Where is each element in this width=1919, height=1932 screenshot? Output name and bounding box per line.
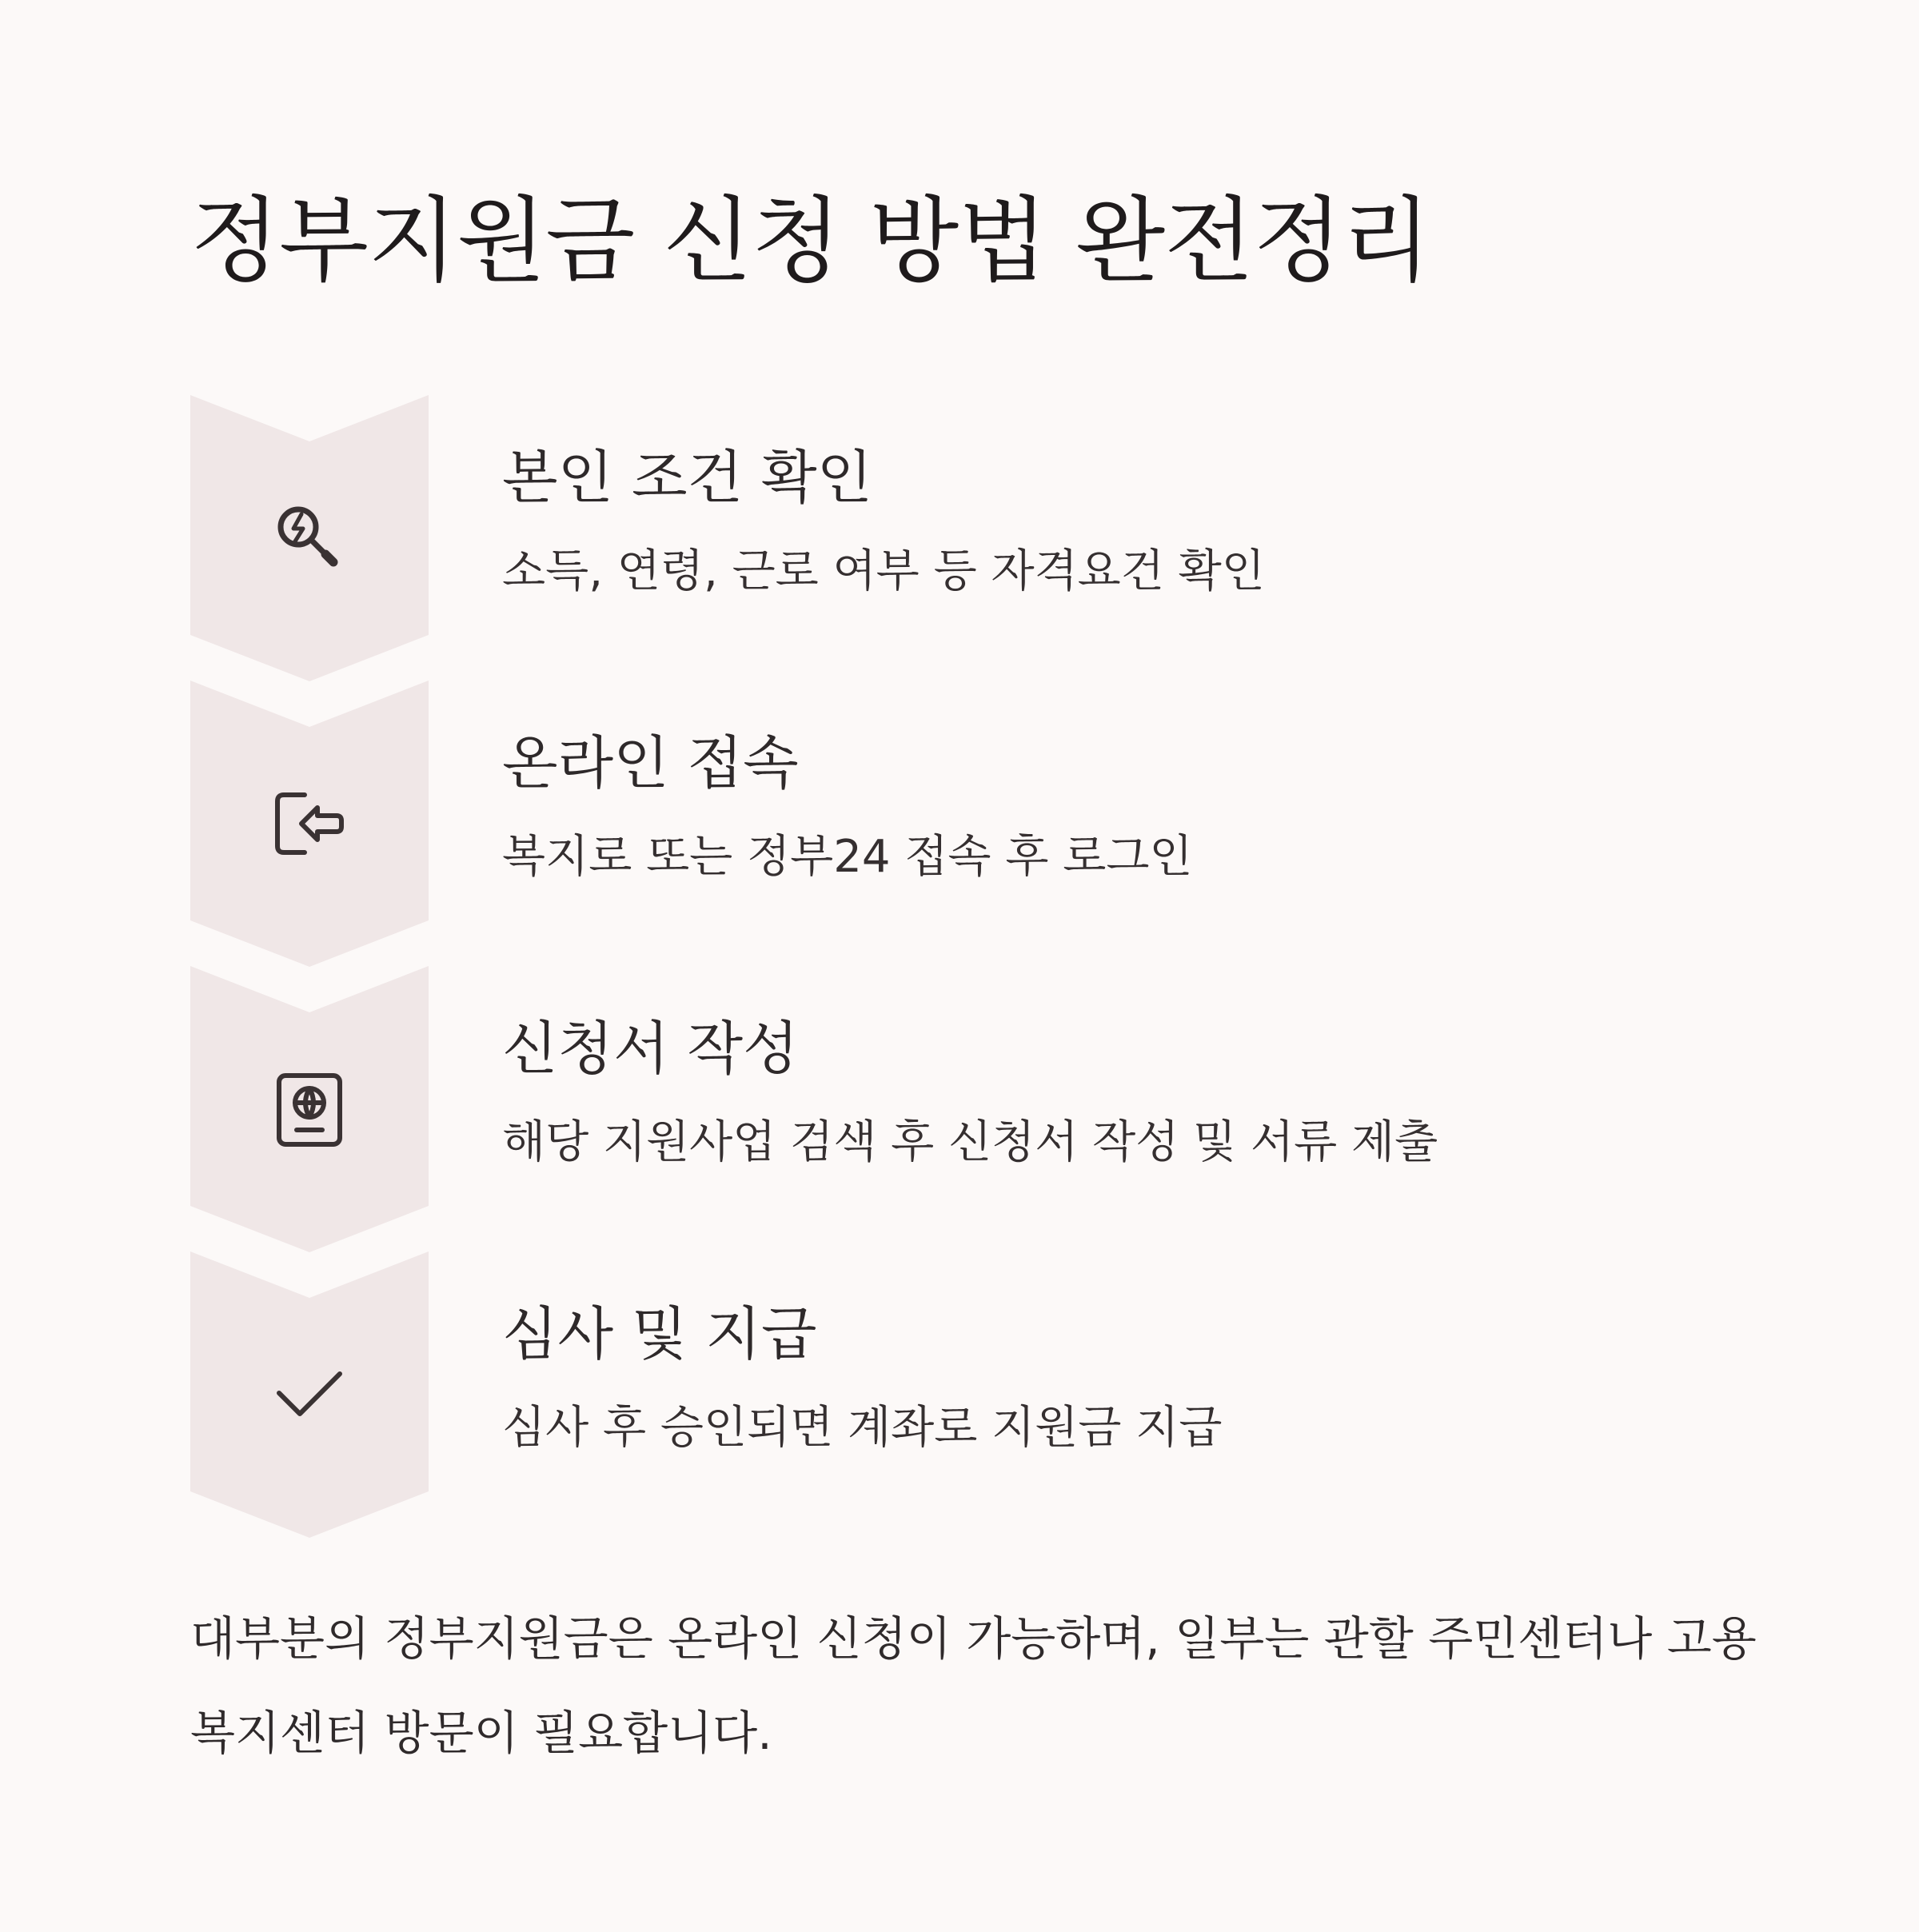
- step-4-description: 심사 후 승인되면 계좌로 지원금 지급: [502, 1402, 1223, 1454]
- check-icon: [269, 1355, 349, 1435]
- step-4-title: 심사 및 지급: [502, 1300, 817, 1367]
- login-icon: [269, 784, 349, 864]
- step-1: [0, 395, 1919, 681]
- step-3: [0, 966, 1919, 1252]
- step-4-chevron: [190, 1251, 429, 1538]
- step-1-description: 소득, 연령, 근로 여부 등 자격요건 확인: [502, 545, 1265, 597]
- footer-note: [190, 1591, 1789, 1780]
- footer-line-1: 대부분의 정부지원금은 온라인 신청이 가능하며, 일부는 관할 주민센터나 고용: [190, 1611, 1757, 1666]
- step-1-chevron: [190, 395, 429, 681]
- step-2-title: 온라인 접속: [502, 729, 799, 796]
- passport-icon: [269, 1069, 349, 1149]
- step-3-chevron: [190, 966, 429, 1252]
- step-2-description: 복지로 또는 정부24 접속 후 로그인: [502, 831, 1193, 883]
- page-title: 정부지원금 신청 방법 완전정리: [190, 187, 1431, 295]
- step-1-title: 본인 조건 확인: [502, 444, 873, 511]
- footer-line-2: 복지센터 방문이 필요합니다.: [190, 1706, 772, 1760]
- step-3-description: 해당 지원사업 검색 후 신청서 작성 및 서류 제출: [502, 1116, 1438, 1168]
- step-2: [0, 681, 1919, 967]
- step-4: [0, 1251, 1919, 1538]
- step-2-chevron: [190, 681, 429, 967]
- step-3-title: 신청서 작성: [502, 1015, 799, 1082]
- search-bolt-icon: [269, 498, 349, 578]
